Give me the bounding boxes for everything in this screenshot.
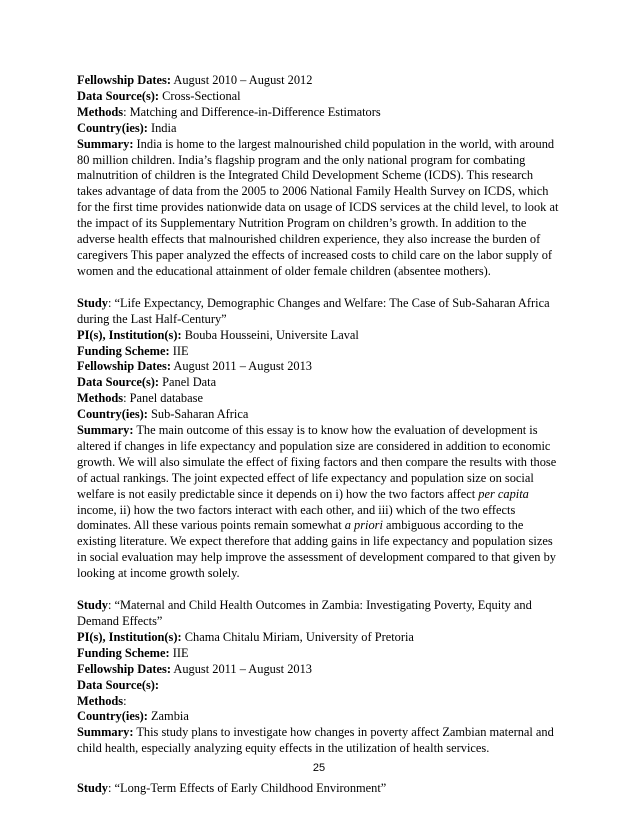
document-page: [77, 73, 577, 797]
summary-text-line: malnutrition of children is the Integrated Child Development Scheme (ICDS). This research: [77, 168, 534, 183]
study-title-line: Study: “Maternal and Child Health Outcomes in Zambia: Investigating Poverty, Equity and: [77, 598, 532, 613]
summary-text-line: women and the educational attainment of older female children (absentee mothers).: [77, 263, 491, 278]
pi-institution-line: PI(s), Institution(s): Bouba Housseini, Universite Laval: [77, 327, 359, 342]
summary-text-line: takes advantage of data from the 2005 to 2006 National Family Health Survey on ICDS, which: [77, 184, 549, 199]
summary-text-line: adverse health effects that malnourished children experience, they also increase the burden of: [77, 232, 541, 247]
summary-text-line: in social evaluation may help improve the assessment of development compared to that given by: [77, 550, 556, 565]
study-title-line: Study: “Life Expectancy, Demographic Changes and Welfare: The Case of Sub-Saharan Africa: [77, 295, 550, 310]
summary-text-line: caregivers This paper analyzed the effects of increased costs to child care on the labor supply of: [77, 247, 553, 262]
summary-text-line: existing literature. We expect therefore that adding gains in life expectancy and population sizes: [77, 534, 553, 549]
study-entry-india: [77, 73, 577, 280]
summary-line: Summary: The main outcome of this essay is to know how the evaluation of development is: [77, 423, 538, 438]
funding-scheme-line: Funding Scheme: IIE: [77, 343, 189, 358]
pi-institution-line: PI(s), Institution(s): Chama Chitalu Miriam, University of Pretoria: [77, 629, 414, 644]
fellowship-dates-line: Fellowship Dates: August 2011 – August 2013: [77, 661, 312, 676]
study-entry-early-childhood: [77, 781, 577, 797]
methods-line: Methods: Matching and Difference-in-Difference Estimators: [77, 104, 381, 119]
summary-line: Summary: This study plans to investigate how changes in poverty affect Zambian maternal and: [77, 725, 554, 740]
summary-text-line: the impact of its Supplementary Nutrition Program on children’s growth. In addition to the: [77, 216, 527, 231]
summary-text-line: looking at income growth solely.: [77, 566, 240, 581]
fellowship-dates-line: Fellowship Dates: August 2010 – August 2012: [77, 73, 313, 87]
summary-text-line: income, ii) how the two factors interact with each other, and iii) which of the two effects: [77, 502, 516, 517]
methods-line: Methods:: [77, 693, 127, 708]
summary-text-line: growth. We will also simulate the effect of fixing factors and then compare the results with those: [77, 454, 557, 469]
data-source-line: Data Source(s): Panel Data: [77, 375, 217, 390]
fellowship-dates-line: Fellowship Dates: August 2011 – August 2013: [77, 359, 312, 374]
funding-scheme-line: Funding Scheme: IIE: [77, 645, 189, 660]
study-entry-sub-saharan-africa: [77, 296, 577, 582]
data-source-line: Data Source(s):: [77, 677, 160, 692]
spacer: [77, 280, 577, 296]
summary-line: Summary: India is home to the largest malnourished child population in the world, with around: [77, 136, 555, 151]
summary-text-line: of actual rankings. The joint expected effect of life expectancy and population size on social: [77, 470, 534, 485]
study-entry-zambia: [77, 598, 577, 757]
data-source-line: Data Source(s): Cross-Sectional: [77, 88, 241, 103]
spacer: [77, 582, 577, 598]
summary-text-line: dominates. All these various points remain somewhat a priori ambiguous according to the: [77, 518, 524, 533]
summary-text-line: altered if changes in life expectancy and population size are considered in addition to economic: [77, 438, 551, 453]
country-line: Country(ies): Zambia: [77, 709, 189, 724]
summary-text-line: 80 million children. India’s flagship program and the only national program for combating: [77, 152, 526, 167]
study-title-line: Study: “Long-Term Effects of Early Childhood Environment”: [77, 781, 387, 796]
summary-text-line: for the first time provides nationwide data on usage of ICDS services at the child level, to look at: [77, 200, 559, 215]
page-number: 25: [312, 762, 326, 774]
summary-text-line: child health, especially analyzing equity effects in the utilization of health services.: [77, 741, 490, 756]
study-title-line: during the Last Half-Century”: [77, 311, 227, 326]
study-title-line: Demand Effects”: [77, 614, 163, 628]
methods-line: Methods: Panel database: [77, 391, 203, 406]
country-line: Country(ies): India: [77, 120, 177, 135]
summary-text-line: welfare is not easily predictable since it depends on i) how the two factors affect per capita: [77, 486, 529, 501]
country-line: Country(ies): Sub-Saharan Africa: [77, 407, 249, 422]
